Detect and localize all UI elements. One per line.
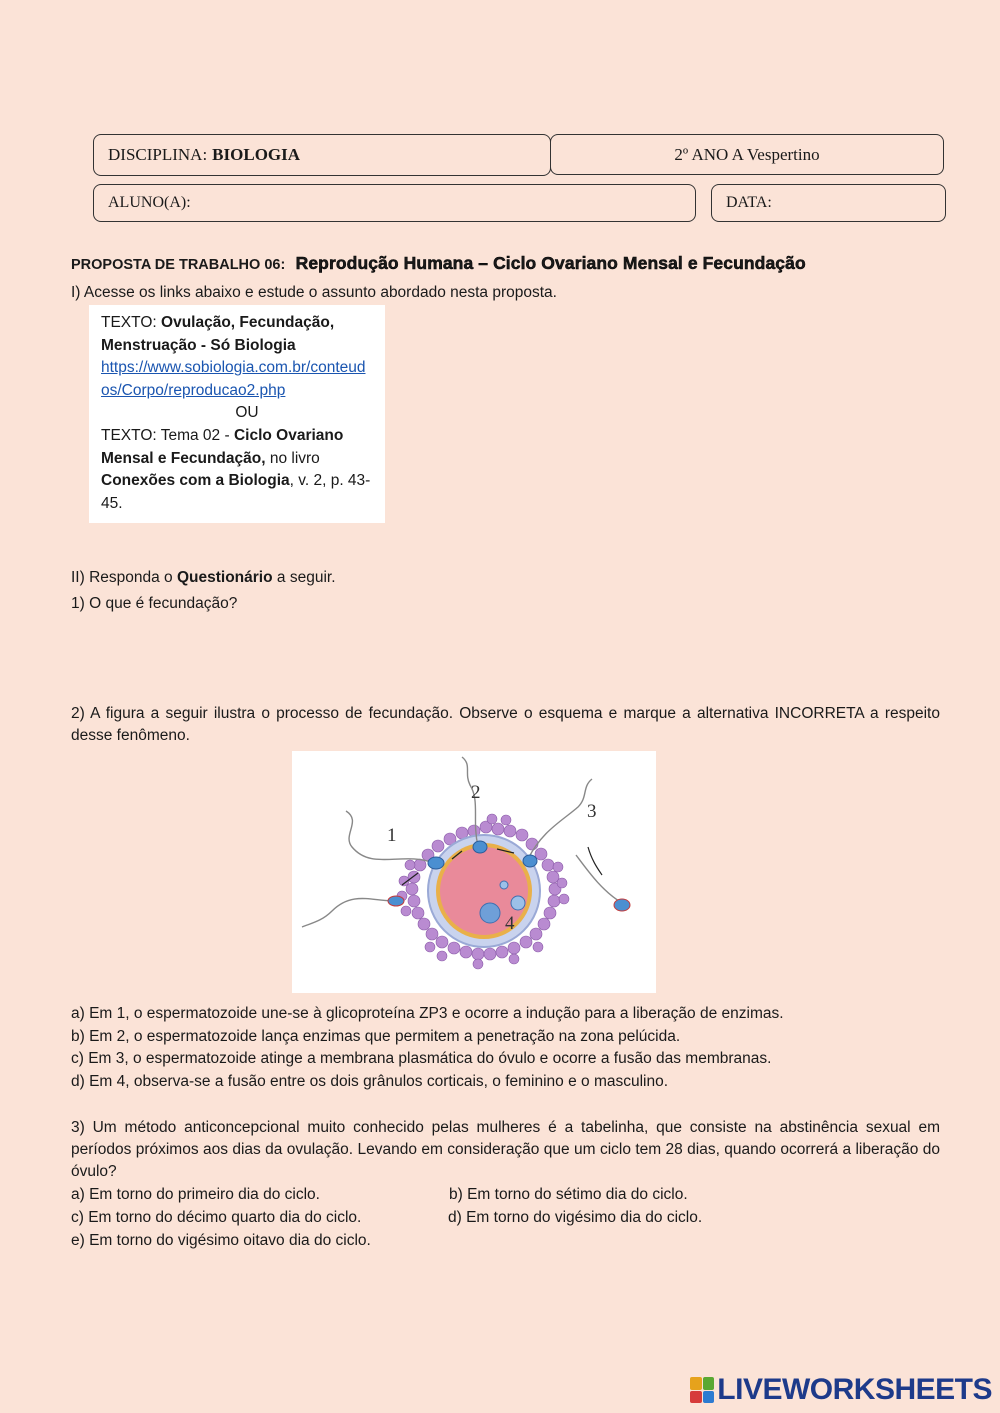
- brand-name: LIVEWORKSHEETS: [717, 1373, 992, 1406]
- text1-prefix: TEXTO:: [101, 314, 162, 331]
- student-label: ALUNO(A):: [108, 194, 191, 211]
- text2-mid: no livro: [265, 449, 320, 467]
- q2-option-b[interactable]: b) Em 2, o espermatozoide lança enzimas que permitem a penetração na zona pelúcida.: [71, 1028, 681, 1045]
- pronucleus-male: [511, 896, 525, 910]
- text2-title: Ciclo Ovariano Mensal e Fecundação,: [101, 426, 344, 467]
- fertilization-figure: [292, 751, 656, 993]
- class-box: [550, 134, 944, 175]
- ovum-cytoplasm: [440, 847, 528, 935]
- question-3-text: 3) Um método anticoncepcional muito conhecido pelas mulheres é a tabelinha, que consiste na abstinência sexual em períodos próximos aos dias da ovulação. Levando em consideração que um ciclo tem 28 dias, quando ocorrerá a liberação do óvulo?: [71, 1119, 940, 1180]
- class-label: 2º ANO A Vespertino: [674, 144, 820, 164]
- section2-post: a seguir.: [272, 569, 336, 586]
- section1-instruction: I) Acesse os links abaixo e estude o assunto abordado nesta proposta.: [71, 284, 557, 301]
- q2-option-d[interactable]: d) Em 4, observa-se a fusão entre os dois grânulos corticais, o feminino e o masculino.: [71, 1073, 669, 1090]
- discipline-box: [93, 134, 551, 176]
- q3-option-e[interactable]: e) Em torno do vigésimo oitavo dia do ciclo.: [71, 1232, 371, 1249]
- pronucleus-female: [480, 903, 500, 923]
- text1-title: Ovulação, Fecundação, Menstruação - Só Biologia: [101, 314, 335, 354]
- date-label: DATA:: [726, 194, 772, 211]
- section2-pre: II) Responda o: [71, 569, 177, 586]
- question-1: 1) O que é fecundação?: [71, 595, 238, 612]
- text2-prefix: TEXTO: Tema 02 -: [101, 426, 234, 444]
- granule: [500, 881, 508, 889]
- q3-option-b[interactable]: b) Em torno do sétimo dia do ciclo.: [449, 1186, 688, 1203]
- q3-option-a[interactable]: a) Em torno do primeiro dia do ciclo.: [71, 1186, 320, 1203]
- student-name-field[interactable]: [93, 184, 696, 222]
- section2-bold: Questionário: [176, 569, 273, 586]
- or-separator: OU: [235, 404, 259, 422]
- book-title: Conexões com a Biologia: [101, 472, 290, 490]
- book-rest: , v. 2, p. 43-45.: [101, 472, 371, 512]
- proposal-prefix: PROPOSTA DE TRABALHO 06:: [71, 257, 286, 273]
- q3-option-c[interactable]: c) Em torno do décimo quarto dia do ciclo.: [71, 1209, 362, 1226]
- proposal-title: Reprodução Humana – Ciclo Ovariano Mensal e Fecundação: [295, 253, 806, 273]
- discipline-label: DISCIPLINA:: [108, 145, 208, 164]
- discipline-value: BIOLOGIA: [212, 145, 301, 164]
- section2-instruction: [71, 567, 336, 589]
- q3-option-d[interactable]: d) Em torno do vigésimo dia do ciclo.: [448, 1209, 703, 1226]
- q2-option-c[interactable]: c) Em 3, o espermatozoide atinge a membrana plasmática do óvulo e ocorre a fusão das membranas.: [71, 1050, 772, 1067]
- question-2-text: 2) A figura a seguir ilustra o processo de fecundação. Observe o esquema e marque a alternativa INCORRETA a respeito desse fenômeno.: [71, 705, 940, 744]
- reference-link[interactable]: https://www.sobiologia.com.br/conteudos/Corpo/reproducao2.php: [101, 359, 366, 399]
- label-2: 2: [471, 782, 481, 803]
- label-4: 4: [505, 913, 515, 934]
- fertilization-diagram: [292, 751, 656, 993]
- proposal-heading: [71, 252, 951, 276]
- label-3: 3: [587, 801, 597, 822]
- label-1: 1: [387, 825, 397, 846]
- reference-card: [89, 305, 385, 523]
- liveworksheets-logo: [690, 1373, 992, 1407]
- date-field[interactable]: [711, 184, 946, 222]
- q2-option-a[interactable]: a) Em 1, o espermatozoide une-se à glicoproteína ZP3 e ocorre a indução para a liberação de enzimas.: [71, 1005, 784, 1022]
- brand-mark-icon: [690, 1377, 714, 1403]
